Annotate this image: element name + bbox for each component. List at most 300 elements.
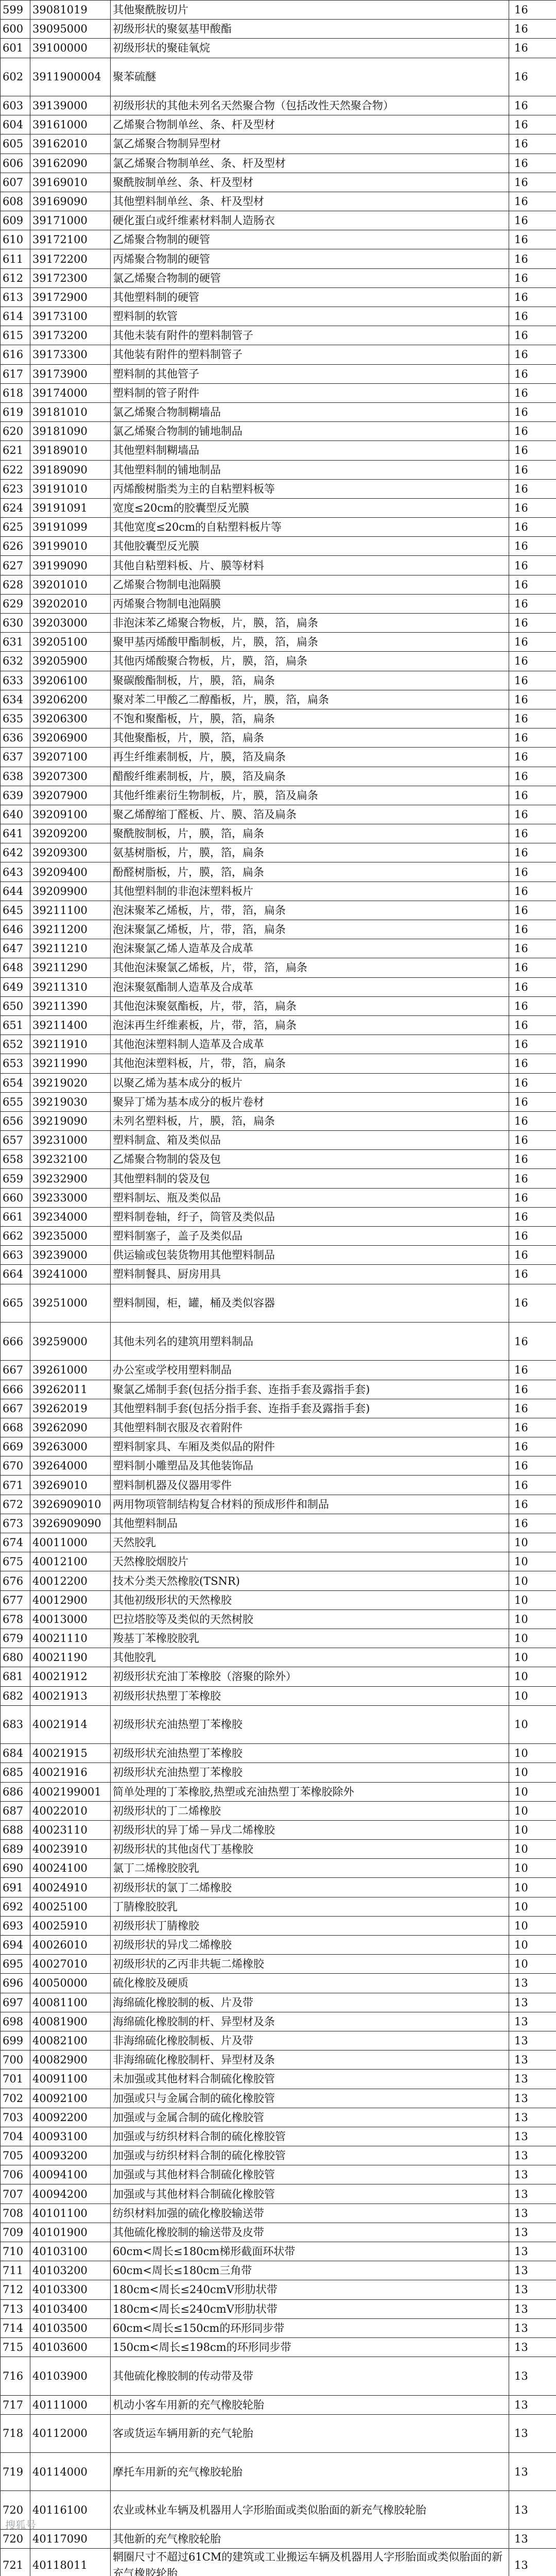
table-row [1,1495,556,1514]
product-name: 塑料制盒、箱及类似品 [111,1131,509,1150]
table-row [1,2070,556,2089]
table-row [1,115,556,134]
hs-code: 39174000 [30,383,111,402]
rebate-rate: 10 [509,1897,556,1916]
hs-code: 40103900 [30,2357,111,2395]
table-row [1,920,556,939]
table-row [1,2031,556,2050]
product-name: 氨基树脂板，片，膜，箔，扁条 [111,843,509,862]
table-row [1,441,556,460]
hs-code: 40094200 [30,2184,111,2204]
table-row [1,402,556,421]
row-number: 653 [1,1054,30,1073]
hs-code: 40103600 [30,2337,111,2357]
table-row [1,422,556,441]
row-number: 646 [1,920,30,939]
rebate-rate: 16 [509,20,556,39]
table-row [1,1859,556,1878]
rebate-rate: 16 [509,824,556,843]
hs-code: 40026010 [30,1936,111,1955]
rebate-rate: 13 [509,2414,556,2452]
rebate-rate: 16 [509,939,556,958]
hs-code: 39262090 [30,1418,111,1437]
hs-code: 39206300 [30,709,111,728]
row-number: 711 [1,2261,30,2280]
row-number: 686 [1,1782,30,1801]
row-number: 717 [1,2395,30,2414]
rebate-rate: 10 [509,1648,556,1667]
table-row [1,2146,556,2165]
product-name: 聚对苯二甲酸乙二醇酯板，片，膜，箔，扁条 [111,690,509,709]
hs-code: 40025910 [30,1916,111,1935]
product-name: 其他丙烯酸聚合物板，片，膜，箔，扁条 [111,652,509,671]
hs-code: 39203000 [30,614,111,633]
product-name: 加强或与金属合制的硫化橡胶管 [111,2108,509,2127]
rebate-rate: 16 [509,345,556,364]
hs-code: 39219030 [30,1092,111,1111]
product-name: 泡沫再生纤维素板，片，带，箔，扁条 [111,1015,509,1035]
row-number: 617 [1,364,30,383]
rebate-rate: 10 [509,1763,556,1782]
table-row [1,1322,556,1360]
rebate-rate: 16 [509,1476,556,1495]
hs-code: 40111000 [30,2395,111,2414]
row-number: 618 [1,383,30,402]
table-row [1,1974,556,1993]
hs-code: 40082900 [30,2050,111,2070]
row-number: 609 [1,211,30,230]
row-number: 627 [1,556,30,575]
row-number: 664 [1,1265,30,1284]
product-name: 其他塑料制糊墙品 [111,441,509,460]
rebate-rate: 13 [509,2165,556,2184]
rebate-rate: 16 [509,441,556,460]
hs-code: 40101100 [30,2204,111,2223]
table-row [1,767,556,786]
table-row [1,996,556,1015]
hs-code: 40021913 [30,1686,111,1705]
table-row [1,383,556,402]
table-row [1,1629,556,1648]
table-row [1,882,556,901]
rebate-rate: 16 [509,1015,556,1035]
rebate-rate: 13 [509,2108,556,2127]
product-name: 泡沫聚氯乙烯人造革及合成革 [111,939,509,958]
rebate-rate: 16 [509,383,556,402]
rebate-rate: 10 [509,1609,556,1629]
rebate-rate: 13 [509,2261,556,2280]
product-name: 塑料制坛、瓶及类似品 [111,1188,509,1207]
table-row [1,192,556,211]
rebate-rate: 16 [509,1322,556,1360]
rebate-rate: 16 [509,1054,556,1073]
row-number: 629 [1,594,30,613]
product-name: 乙烯聚合物制单丝、条、杆及型材 [111,115,509,134]
rebate-rate: 16 [509,614,556,633]
rebate-rate: 16 [509,287,556,307]
hs-code: 39241000 [30,1265,111,1284]
hs-code: 40112000 [30,2414,111,2452]
row-number: 607 [1,173,30,192]
hs-code: 39169090 [30,192,111,211]
product-name: 不饱和聚酯板，片，膜，箔，扁条 [111,709,509,728]
rebate-rate: 10 [509,1552,556,1571]
row-number: 719 [1,2453,30,2491]
row-number: 615 [1,326,30,345]
row-number: 690 [1,1859,30,1878]
rebate-rate: 16 [509,1437,556,1456]
row-number: 633 [1,671,30,690]
row-number: 645 [1,901,30,920]
table-row [1,1648,556,1667]
rebate-rate: 16 [509,901,556,920]
table-row [1,1073,556,1092]
hs-code: 39162090 [30,154,111,173]
rebate-rate: 16 [509,690,556,709]
product-name: 聚氯乙烯制手套(包括分指手套、连指手套及露指手套) [111,1380,509,1399]
rebate-rate: 16 [509,115,556,134]
table-row [1,58,556,96]
hs-code: 39199010 [30,537,111,556]
row-number: 605 [1,134,30,154]
rebate-rate: 13 [509,2529,556,2548]
hs-code: 40023910 [30,1840,111,1859]
product-name: 两用物项管制结构复合材料的预成形件和制品 [111,1495,509,1514]
product-name: 其他聚酰胺切片 [111,1,509,20]
product-name: 塑料制家具、车厢及类似品的附件 [111,1437,509,1456]
product-name: 酚醛树脂板，片，膜，箔，扁条 [111,862,509,882]
row-number: 650 [1,996,30,1015]
product-name: 乙烯聚合物制的袋及包 [111,1150,509,1169]
product-name: 聚乙烯醇缩丁醛板、片、膜、箔及扁条 [111,805,509,824]
table-row [1,1476,556,1495]
table-row [1,824,556,843]
hs-code: 39211390 [30,996,111,1015]
row-number: 599 [1,1,30,20]
row-number: 602 [1,58,30,96]
rebate-rate: 16 [509,58,556,96]
row-number: 643 [1,862,30,882]
table-row [1,20,556,39]
table-row [1,939,556,958]
product-name: 技术分类天然橡胶(TSNR) [111,1571,509,1590]
table-row [1,1456,556,1476]
row-number: 713 [1,2299,30,2318]
table-row [1,671,556,690]
row-number: 695 [1,1955,30,1974]
hs-code: 39211290 [30,958,111,977]
hs-code: 39264000 [30,1456,111,1476]
table-row [1,1207,556,1226]
product-name: 未加强或其他材料合制硫化橡胶管 [111,2070,509,2089]
product-name: 初级形状的氯丁二烯橡胶 [111,1878,509,1897]
row-number: 707 [1,2184,30,2204]
hs-code: 40091100 [30,2070,111,2089]
hs-code: 39181010 [30,402,111,421]
rebate-rate: 16 [509,882,556,901]
row-number: 715 [1,2337,30,2357]
row-number: 683 [1,1705,30,1743]
hs-code: 40092200 [30,2108,111,2127]
product-name: 塑料制卷轴，纡子，筒管及类似品 [111,1207,509,1226]
product-name: 客或货运车辆用新的充气轮胎 [111,2414,509,2452]
table-row [1,1514,556,1533]
rebate-rate: 16 [509,977,556,996]
hs-code: 39211910 [30,1035,111,1054]
rebate-rate: 10 [509,1533,556,1552]
table-row [1,1801,556,1820]
table-row [1,1744,556,1763]
hs-code: 39191091 [30,498,111,517]
hs-code: 39191010 [30,479,111,498]
hs-code: 39211400 [30,1015,111,1035]
table-row [1,479,556,498]
rebate-rate: 16 [509,1227,556,1246]
rebate-rate: 10 [509,1686,556,1705]
hs-code: 40092100 [30,2089,111,2108]
hs-code: 40021915 [30,1744,111,1763]
row-number: 648 [1,958,30,977]
row-number: 631 [1,633,30,652]
hs-code: 40082100 [30,2031,111,2050]
hs-code: 40021916 [30,1763,111,1782]
product-name: 未列名塑料板，片，膜，箔，扁条 [111,1111,509,1130]
table-row [1,1054,556,1073]
product-name: 其他塑料制的铺地制品 [111,460,509,479]
rebate-rate: 16 [509,1150,556,1169]
row-number: 667 [1,1361,30,1380]
product-name: 初级形状的异戊二烯橡胶 [111,1936,509,1955]
table-row [1,862,556,882]
hs-code: 3926909090 [30,1514,111,1533]
product-name: 60cm<周长≤180cm三角带 [111,2261,509,2280]
hs-code: 39206900 [30,728,111,748]
rebate-rate: 16 [509,633,556,652]
product-name: 其他塑料制的袋及包 [111,1169,509,1188]
hs-code: 39211200 [30,920,111,939]
row-number: 667 [1,1399,30,1418]
rebate-rate: 13 [509,2031,556,2050]
hs-code: 39207300 [30,767,111,786]
row-number: 709 [1,2223,30,2242]
table-row [1,786,556,805]
product-name: 初级形状热塑丁苯橡胶 [111,1686,509,1705]
row-number: 691 [1,1878,30,1897]
table-row [1,1169,556,1188]
table-row [1,211,556,230]
row-number: 699 [1,2031,30,2050]
rebate-rate: 16 [509,192,556,211]
hs-code: 39209400 [30,862,111,882]
table-row [1,1399,556,1418]
product-name: 丙烯聚合物制电池隔膜 [111,594,509,613]
rebate-rate: 13 [509,2337,556,2357]
table-row [1,268,556,287]
hs-code: 39269010 [30,1476,111,1495]
product-name: 海绵硫化橡胶制的板、片及带 [111,1993,509,2012]
table-row [1,594,556,613]
hs-code: 40013000 [30,1609,111,1629]
hs-code: 40103200 [30,2261,111,2280]
product-name: 天然胶乳 [111,1533,509,1552]
rebate-rate: 10 [509,1667,556,1686]
product-name: 塑料制小雕塑品及其他装饰品 [111,1456,509,1476]
table-row [1,1590,556,1609]
table-row [1,958,556,977]
hs-code: 39211310 [30,977,111,996]
rebate-rate: 16 [509,460,556,479]
hs-code: 39211990 [30,1054,111,1073]
product-name: 塑料制的软管 [111,307,509,326]
row-number: 637 [1,748,30,767]
row-number: 674 [1,1533,30,1552]
hs-code: 39189090 [30,460,111,479]
product-name: 其他泡沫塑料板，片，带，箔，扁条 [111,1054,509,1073]
rebate-rate: 16 [509,1092,556,1111]
table-row [1,2089,556,2108]
hs-code: 3911900004 [30,58,111,96]
row-number: 657 [1,1131,30,1150]
hs-code: 40022010 [30,1801,111,1820]
row-number: 622 [1,460,30,479]
rebate-rate: 13 [509,2070,556,2089]
product-name: 其他塑料制的硬管 [111,287,509,307]
row-number: 668 [1,1418,30,1437]
rebate-rate: 16 [509,1207,556,1226]
product-name: 氯乙烯聚合物制单丝、条、杆及型材 [111,154,509,173]
table-row [1,287,556,307]
product-name: 天然橡胶烟胶片 [111,1552,509,1571]
row-number: 663 [1,1246,30,1265]
hs-code: 39081019 [30,1,111,20]
table-row [1,2108,556,2127]
hs-code: 39139000 [30,96,111,115]
row-number: 675 [1,1552,30,1571]
hs-code: 39251000 [30,1284,111,1322]
row-number: 628 [1,575,30,594]
table-row [1,460,556,479]
hs-code: 40116100 [30,2491,111,2529]
table-row [1,39,556,58]
product-name: 初级形状的乙丙非共轭二烯橡胶 [111,1955,509,1974]
row-number: 614 [1,307,30,326]
hs-code: 39262019 [30,1399,111,1418]
product-name: 硫化橡胶及硬质 [111,1974,509,1993]
table-row [1,901,556,920]
row-number: 655 [1,1092,30,1111]
rebate-rate: 10 [509,1840,556,1859]
row-number: 677 [1,1590,30,1609]
product-name: 其他纤维素衍生物制板，片，膜，箔及扁条 [111,786,509,805]
rebate-rate: 10 [509,1955,556,1974]
rebate-rate: 10 [509,1705,556,1743]
table-row [1,537,556,556]
product-name: 加强或与纺织材料合制的硫化橡胶管 [111,2127,509,2146]
product-name: 乙烯聚合物制的硬管 [111,230,509,249]
rebate-rate: 10 [509,1744,556,1763]
product-name: 机动小客车用新的充气橡胶轮胎 [111,2395,509,2414]
product-name: 初级形状充油热塑丁苯橡胶 [111,1744,509,1763]
product-name: 泡沫聚氨酯制人造革及合成革 [111,977,509,996]
rebate-rate: 10 [509,1571,556,1590]
hs-code: 39205900 [30,652,111,671]
hs-code: 40103100 [30,2242,111,2261]
hs-code: 40101900 [30,2223,111,2242]
hs-code: 39100000 [30,39,111,58]
hs-code: 40093200 [30,2146,111,2165]
hs-code: 39262011 [30,1380,111,1399]
rebate-rate: 10 [509,1859,556,1878]
hs-code: 40117090 [30,2529,111,2548]
rebate-rate: 13 [509,2395,556,2414]
hs-code: 40024910 [30,1878,111,1897]
hs-code: 39161000 [30,115,111,134]
hs-code: 39219090 [30,1111,111,1130]
rebate-rate: 16 [509,134,556,154]
row-number: 651 [1,1015,30,1035]
row-number: 705 [1,2146,30,2165]
rebate-rate: 16 [509,326,556,345]
hs-code: 40118011 [30,2549,111,2576]
table-row [1,364,556,383]
product-name: 其他塑料制衣服及衣着附件 [111,1418,509,1437]
product-name: 180cm<周长≤240cmV形肋状带 [111,2280,509,2299]
row-number: 620 [1,422,30,441]
table-row [1,805,556,824]
table-row [1,2204,556,2223]
rebate-rate: 16 [509,307,556,326]
table-row [1,2395,556,2414]
table-row [1,614,556,633]
rebate-rate: 16 [509,364,556,383]
hs-code: 40021914 [30,1705,111,1743]
row-number: 660 [1,1188,30,1207]
hs-code: 40094100 [30,2165,111,2184]
product-name: 初级形状充油热塑丁苯橡胶 [111,1705,509,1743]
product-name: 纺织材料加强的硫化橡胶输送带 [111,2204,509,2223]
row-number: 644 [1,882,30,901]
product-name: 其他未装有附件的塑料制管子 [111,326,509,345]
hs-code: 3926909010 [30,1495,111,1514]
table-row [1,690,556,709]
row-number: 671 [1,1476,30,1495]
row-number: 616 [1,345,30,364]
rebate-rate: 16 [509,728,556,748]
rebate-rate: 16 [509,422,556,441]
rebate-rate: 16 [509,594,556,613]
row-number: 714 [1,2318,30,2337]
row-number: 610 [1,230,30,249]
row-number: 712 [1,2280,30,2299]
rebate-rate: 10 [509,1629,556,1648]
hs-code: 39235000 [30,1227,111,1246]
table-row [1,2529,556,2548]
table-row [1,1092,556,1111]
rebate-rate: 16 [509,767,556,786]
table-row [1,96,556,115]
hs-code: 39199090 [30,556,111,575]
rebate-rate: 16 [509,1,556,20]
row-number: 642 [1,843,30,862]
rebate-rate: 16 [509,39,556,58]
rebate-rate: 10 [509,1878,556,1897]
table-row [1,1782,556,1801]
product-name: 加强或与其他材料合制硫化橡胶管 [111,2165,509,2184]
table-row [1,1015,556,1035]
rebate-rate: 16 [509,211,556,230]
hs-code: 39205100 [30,633,111,652]
table-row [1,1820,556,1839]
